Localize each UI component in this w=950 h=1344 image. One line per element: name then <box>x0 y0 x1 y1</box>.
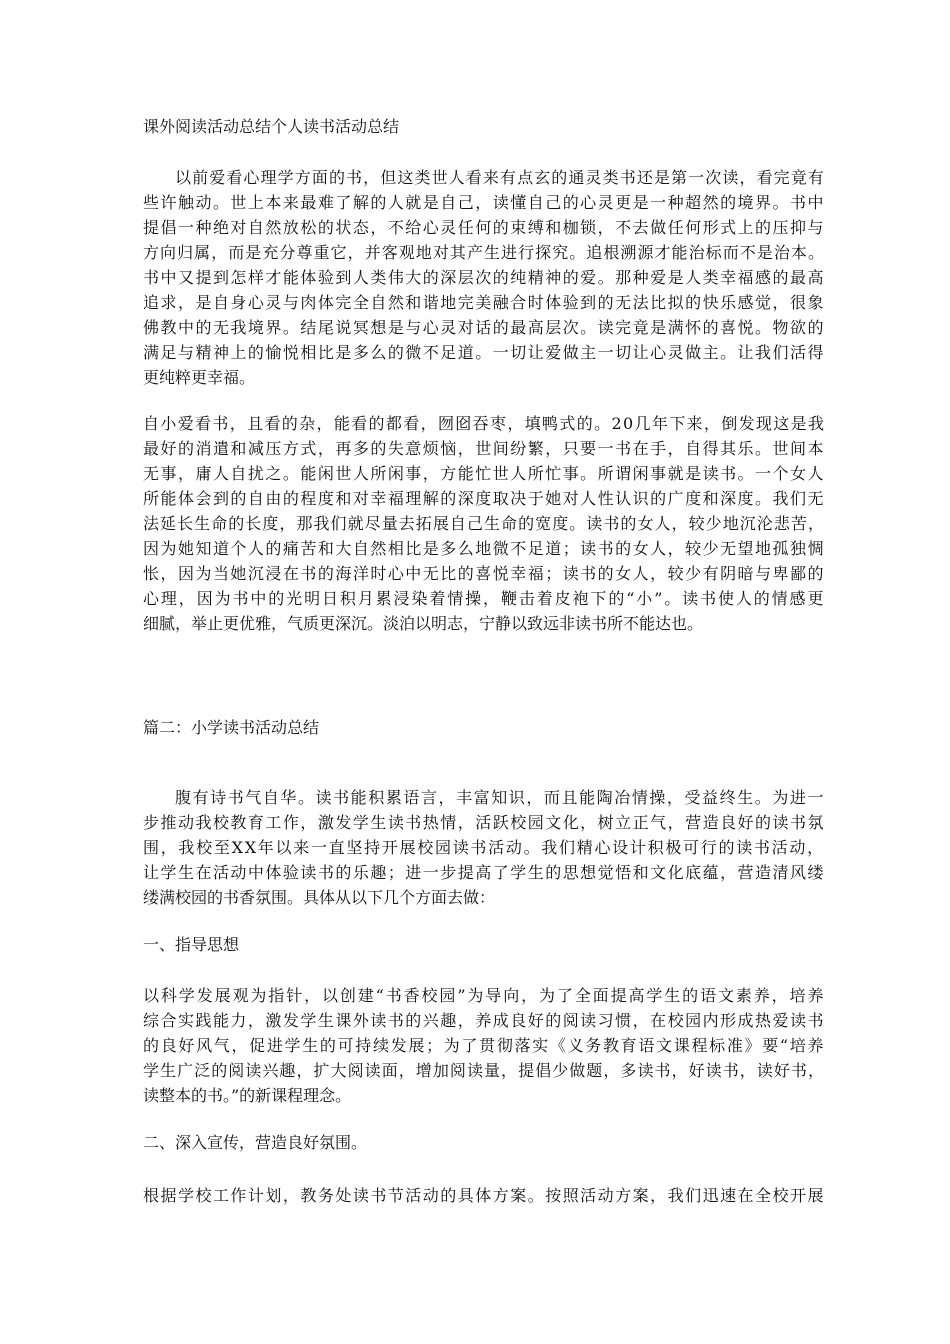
paragraph-line: 的良好风气，促进学生的可持续发展；为了贯彻落实《义务教育语文课程标准》要“培养 <box>143 1036 826 1055</box>
section-title: 篇二：小学读书活动总结 <box>143 718 320 737</box>
paragraph-line: 围，我校至XX年以来一直坚持开展校园读书活动。我们精心设计积极可行的读书活动， <box>143 838 825 857</box>
paragraph-line: 心理，因为书中的光明日积月累浸染着情操，鞭击着皮袍下的“小”。读书使人的情感更 <box>143 589 826 608</box>
paragraph-line: 综合实践能力，激发学生课外读书的兴趣，养成良好的阅读习惯，在校园内形成热爱读书 <box>143 1011 825 1030</box>
paragraph-line: 些许触动。世上本来最难了解的人就是自己，读懂自己的心灵更是一种超然的境界。书中 <box>143 193 825 212</box>
paragraph-line: 细腻，举止更优雅，气质更深沉。淡泊以明志，宁静以致远非读书所不能达也。 <box>143 614 704 633</box>
section-heading: 二、深入宣传，营造良好氛围。 <box>143 1133 368 1152</box>
paragraph-line: 步推动我校教育工作，激发学生读书热情，活跃校园文化，树立正气，营造良好的读书氛 <box>143 813 825 832</box>
paragraph-line: 提倡一种绝对自然放松的状态，不给心灵任何的束缚和枷锁，不去做任何形式上的压抑与 <box>143 218 825 237</box>
paragraph-line: 最好的消遣和减压方式，再多的失意烦恼，世间纷繁，只要一书在手，自得其乐。世间本 <box>143 439 825 458</box>
paragraph-line: 追求，是自身心灵与肉体完全自然和谐地完美融合时体验到的无法比拟的快乐感觉，很象 <box>143 293 825 312</box>
paragraph-line: 腹有诗书气自华。读书能积累语言，丰富知识，而且能陶冶情操，受益终生。为进一 <box>175 788 826 807</box>
paragraph-line: 自小爱看书，且看的杂，能看的都看，囫囵吞枣，填鸭式的。20几年下来，倒发现这是我 <box>143 414 826 433</box>
paragraph-line: 读整本的书。”的新课程理念。 <box>143 1086 352 1105</box>
paragraph-line: 根据学校工作计划，教务处读书节活动的具体方案。按照活动方案，我们迅速在全校开展 <box>143 1186 825 1205</box>
paragraph-line: 因为她知道个人的痛苦和大自然相比是多么地微不足道；读书的女人，较少无望地孤独惆 <box>143 539 825 558</box>
paragraph-line: 缕满校园的书香氛围。具体从以下几个方面去做： <box>143 888 496 907</box>
paragraph-line: 书中又提到怎样才能体验到人类伟大的深层次的纯精神的爱。那种爱是人类幸福感的最高 <box>143 268 825 287</box>
paragraph-line: 让学生在活动中体验读书的乐趣；进一步提高了学生的思想觉悟和文化底蕴，营造清风缕 <box>143 863 825 882</box>
paragraph-line: 以前爱看心理学方面的书，但这类世人看来有点玄的通灵类书还是第一次读，看完竟有 <box>175 168 825 187</box>
paragraph-line: 法延长生命的长度，那我们就尽量去拓展自己生命的宽度。读书的女人，较少地沉沦悲苦， <box>143 514 826 533</box>
paragraph-line: 佛教中的无我境界。结尾说冥想是与心灵对话的最高层次。读完竟是满怀的喜悦。物欲的 <box>143 318 825 337</box>
section-heading: 一、指导思想 <box>143 935 240 954</box>
paragraph-line: 方向归属，而是充分尊重它，并客观地对其产生进行探究。追根溯源才能治标而不是治本。 <box>143 243 826 262</box>
paragraph-line: 怅，因为当她沉浸在书的海洋时心中无比的喜悦幸福；读书的女人，较少有阴暗与卑鄙的 <box>143 564 825 583</box>
paragraph-line: 以科学发展观为指针，以创建“书香校园”为导向，为了全面提高学生的语文素养，培养 <box>143 986 826 1005</box>
paragraph-line: 满足与精神上的愉悦相比是多么的微不足道。一切让爱做主一切让心灵做主。让我们活得 <box>143 343 825 362</box>
document-title: 课外阅读活动总结个人读书活动总结 <box>143 117 400 136</box>
paragraph-line: 更纯粹更幸福。 <box>143 368 256 387</box>
paragraph-line: 学生广泛的阅读兴趣，扩大阅读面，增加阅读量，提倡少做题，多读书，好读书，读好书， <box>143 1061 826 1080</box>
paragraph-line: 无事，庸人自扰之。能闲世人所闲事，方能忙世人所忙事。所谓闲事就是读书。一个女人 <box>143 464 825 483</box>
paragraph-line: 所能体会到的自由的程度和对幸福理解的深度取决于她对人性认识的广度和深度。我们无 <box>143 489 825 508</box>
